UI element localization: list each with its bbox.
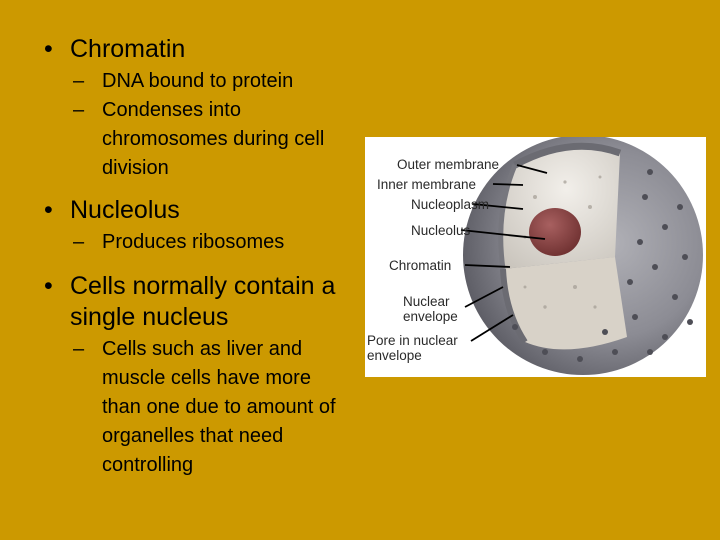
bullet-marker: • (44, 35, 53, 63)
bullet-chromatin (44, 34, 354, 65)
dash-marker: – (73, 99, 85, 121)
label-chromatin: Chromatin (389, 258, 452, 273)
sub-bullet (44, 67, 354, 96)
bullet-nucleolus (44, 195, 354, 226)
nucleus-diagram (365, 137, 706, 377)
bullet-list (44, 34, 354, 480)
bullet-text: Cells normally contain a single nucleus (70, 272, 336, 331)
sub-bullet-text: Cells such as liver and muscle cells have more than one due to amount of organelles that need controlling (102, 338, 336, 476)
bullet-single-nucleus (44, 271, 354, 333)
label-pore-1: Pore in nuclear (367, 333, 458, 348)
sub-bullet-text: Produces ribosomes (102, 231, 285, 253)
label-inner-membrane: Inner membrane (377, 177, 477, 192)
bullet-text: Nucleolus (70, 196, 180, 224)
sub-bullet-text: DNA bound to protein (102, 70, 294, 92)
label-nuclear-envelope-1: Nuclear (403, 294, 450, 309)
bullet-marker: • (44, 196, 53, 224)
sub-bullet (44, 335, 354, 480)
sub-bullet (44, 228, 354, 257)
label-outer-membrane: Outer membrane (397, 157, 500, 172)
bullet-marker: • (44, 272, 53, 300)
label-nucleolus: Nucleolus (411, 223, 471, 238)
dash-marker: – (73, 338, 85, 360)
sub-bullet (44, 96, 354, 183)
sub-bullet-text: Condenses into chromosomes during cell division (102, 99, 325, 179)
nucleolus (529, 208, 581, 256)
label-nuclear-envelope-2: envelope (403, 309, 458, 324)
bullet-text: Chromatin (70, 35, 186, 63)
label-pore-2: envelope (367, 348, 422, 363)
dash-marker: – (73, 231, 85, 253)
dash-marker: – (73, 70, 85, 92)
label-nucleoplasm: Nucleoplasm (411, 197, 490, 212)
